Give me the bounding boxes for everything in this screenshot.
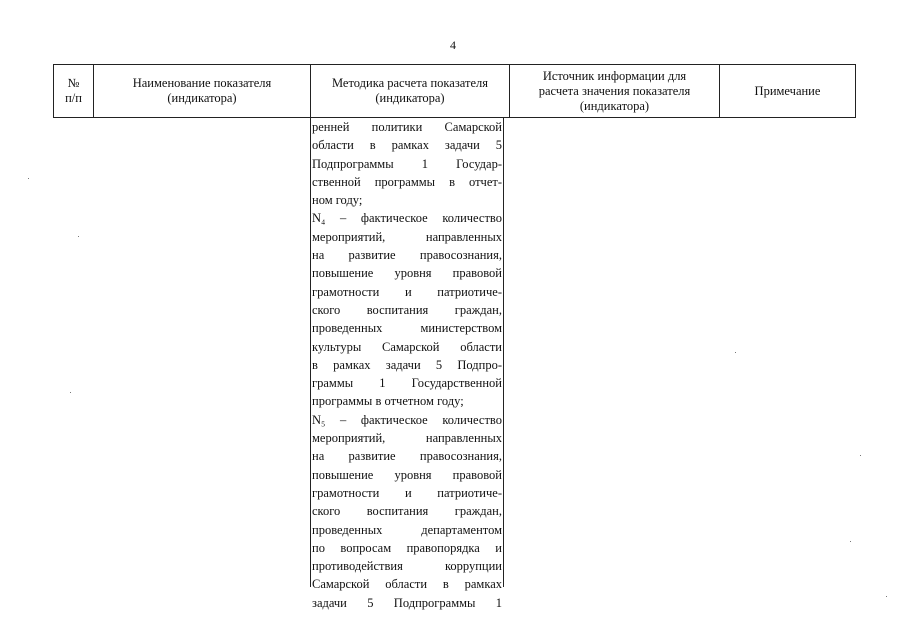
header-indicator-name-line1: Наименование показателя	[132, 76, 272, 90]
methodology-line: грамотности и патриотиче-	[312, 485, 502, 500]
methodology-line: грамотности и патриотиче-	[312, 284, 502, 299]
methodology-line: Подпрограммы 1 Государ-	[312, 156, 502, 171]
methodology-line: ственной программы в отчет-	[312, 174, 502, 189]
header-source-line2: расчета значения показателя	[538, 83, 691, 98]
methodology-line: по вопросам правопорядка и	[312, 540, 502, 555]
header-row	[54, 65, 856, 118]
scan-speck	[886, 596, 887, 597]
header-number-line1: №	[67, 76, 80, 90]
methodology-line: проведенных министерством	[312, 321, 502, 336]
page-number: 4	[450, 38, 456, 52]
header-indicator-name-line2: (индикатора)	[167, 91, 237, 105]
scan-speck	[70, 392, 71, 393]
methodology-line: в рамках задачи 5 Подпро-	[312, 357, 502, 372]
methodology-line: Самарской области в рамках	[312, 577, 502, 592]
header-methodology-line1: Методика расчета показателя	[331, 76, 489, 90]
methodology-line: задачи 5 Подпрограммы 1	[312, 595, 502, 610]
methodology-line: проведенных департаментом	[312, 522, 502, 537]
methodology-line: ского воспитания граждан,	[312, 302, 502, 317]
methodology-line: N₅ – фактическое количество	[312, 412, 502, 427]
methodology-line: мероприятий, направленных	[312, 229, 502, 244]
methodology-line: ского воспитания граждан,	[312, 504, 502, 519]
methodology-line: граммы 1 Государственной	[312, 376, 502, 391]
scan-speck	[850, 541, 851, 542]
methodology-line: мероприятий, направленных	[312, 431, 502, 446]
header-indicator-name	[94, 65, 311, 118]
scan-speck	[735, 352, 736, 353]
methodology-line: области в рамках задачи 5	[312, 138, 502, 153]
methodology-line: на развитие правосознания,	[312, 248, 502, 263]
methodology-line: программы в отчетном году;	[312, 394, 464, 409]
header-number-line2: п/п	[65, 91, 82, 105]
header-number	[54, 65, 94, 118]
header-source	[510, 65, 720, 118]
indicator-table-header	[53, 64, 856, 118]
methodology-line: противодействия коррупции	[312, 559, 502, 574]
header-source-line1: Источник информации для	[542, 68, 687, 83]
scan-speck	[860, 455, 861, 456]
methodology-line: на развитие правосознания,	[312, 449, 502, 464]
header-note-line1: Примечание	[754, 83, 821, 98]
scan-speck	[78, 236, 79, 237]
header-methodology-line2: (индикатора)	[375, 91, 445, 105]
methodology-line: ном году;	[312, 193, 363, 208]
methodology-line: N₄ – фактическое количество	[312, 211, 502, 226]
methodology-cell-text	[312, 118, 502, 612]
header-methodology	[311, 65, 510, 118]
header-note	[720, 65, 856, 118]
methodology-line: ренней политики Самарской	[312, 120, 502, 134]
methodology-line: повышение уровня правовой	[312, 467, 502, 482]
header-source-line3: (индикатора)	[579, 98, 650, 113]
scan-speck	[28, 178, 29, 179]
methodology-line: культуры Самарской области	[312, 339, 502, 354]
methodology-line: повышение уровня правовой	[312, 266, 502, 281]
